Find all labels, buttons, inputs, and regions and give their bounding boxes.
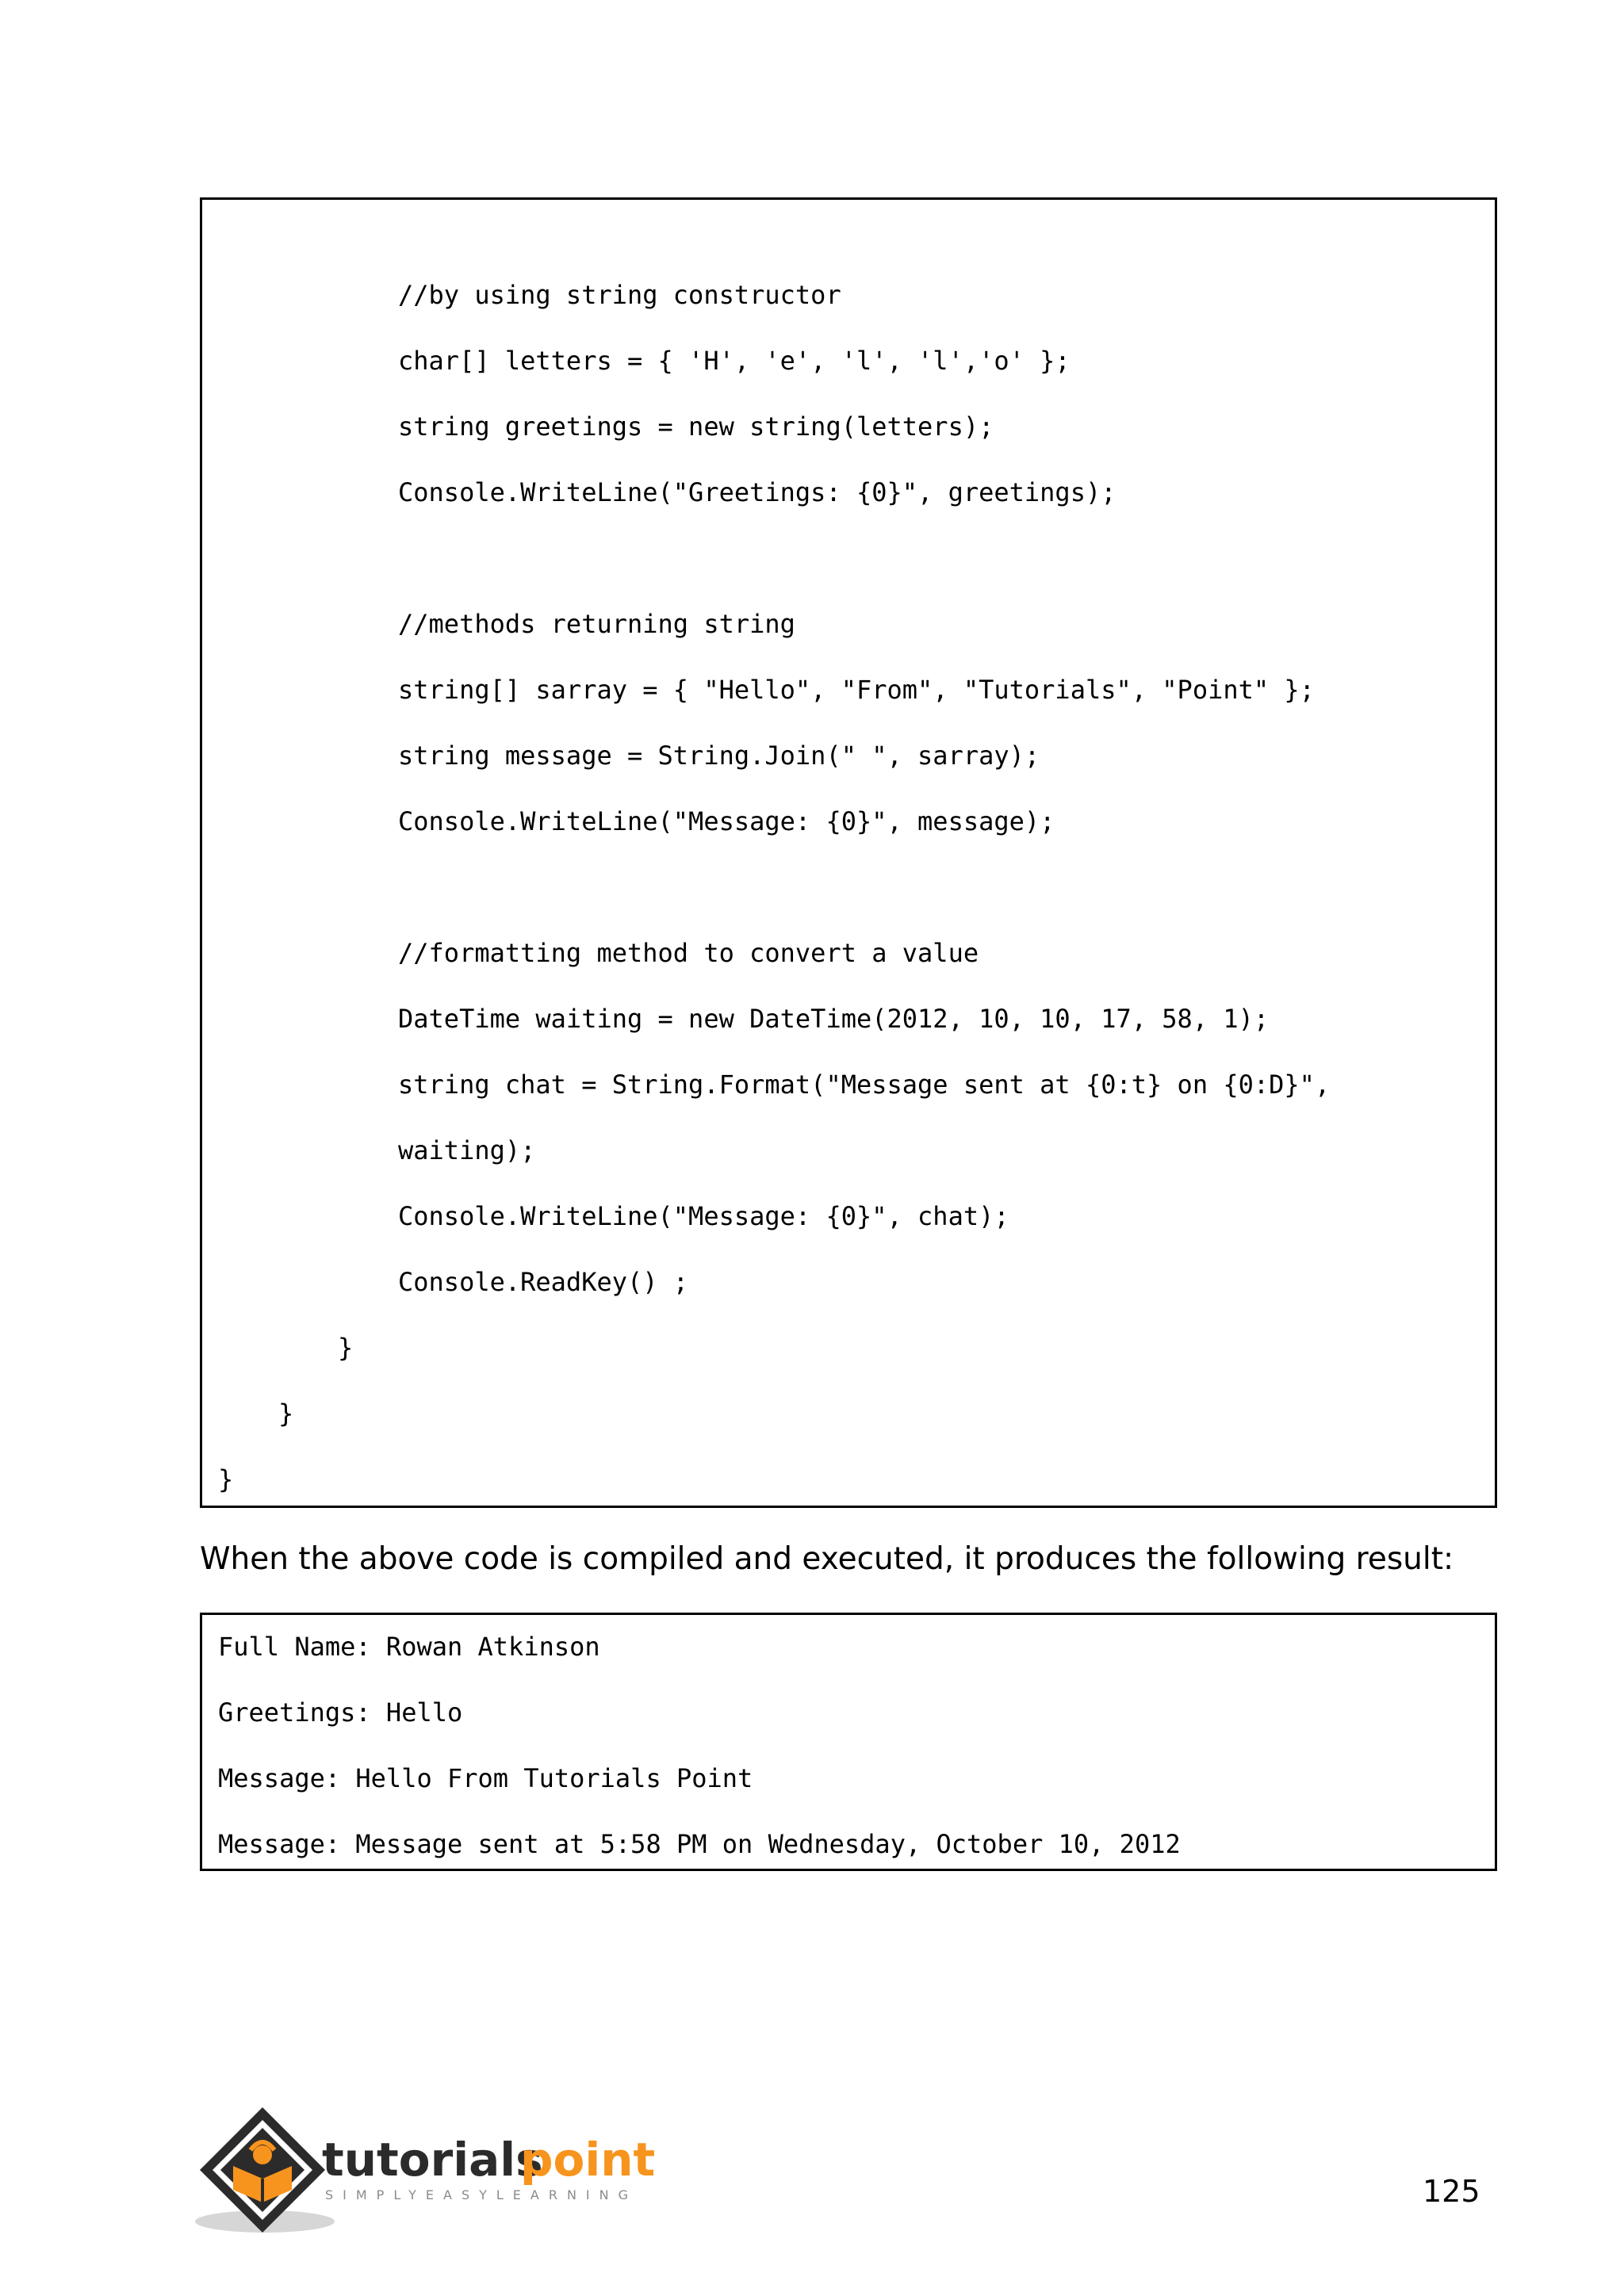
page-number: 125: [1423, 2174, 1480, 2209]
code-line: waiting);: [398, 1135, 536, 1165]
code-line: string greetings = new string(letters);: [398, 411, 994, 442]
result-intro-text: When the above code is compiled and executed, it produces the following result:: [200, 1541, 1454, 1577]
logo-name-part1: tutorials: [322, 2133, 543, 2187]
logo-name-part2: point: [520, 2133, 655, 2187]
code-line: string chat = String.Format("Message sent at {0:t} on {0:D}",: [398, 1070, 1331, 1100]
code-line: }: [338, 1333, 354, 1363]
code-line: }: [218, 1464, 234, 1494]
code-line: //formatting method to convert a value: [398, 938, 979, 968]
code-line: Console.ReadKey() ;: [398, 1267, 689, 1297]
output-listing-box: [200, 1613, 1497, 1871]
output-line: Message: Hello From Tutorials Point: [218, 1763, 753, 1793]
code-line: DateTime waiting = new DateTime(2012, 10, 10, 17, 58, 1);: [398, 1004, 1270, 1034]
code-line: //by using string constructor: [398, 280, 841, 310]
code-line: string[] sarray = { "Hello", "From", "Tutorials", "Point" };: [398, 675, 1315, 705]
code-line: }: [278, 1399, 294, 1429]
tutorialspoint-logo: [195, 2103, 655, 2237]
code-line: //methods returning string: [398, 609, 795, 639]
code-line: Console.WriteLine("Message: {0}", message);: [398, 806, 1055, 836]
code-line: Console.WriteLine("Message: {0}", chat);: [398, 1201, 1009, 1231]
output-line: Greetings: Hello: [218, 1697, 463, 1728]
code-listing-box: [200, 197, 1497, 1508]
output-line: Full Name: Rowan Atkinson: [218, 1632, 600, 1662]
code-line: char[] letters = { 'H', 'e', 'l', 'l','o' };: [398, 346, 1071, 376]
logo-tagline: SIMPLYEASYLEARNING: [325, 2187, 638, 2202]
code-line: Console.WriteLine("Greetings: {0}", greetings);: [398, 477, 1116, 507]
output-line: Message: Message sent at 5:58 PM on Wednesday, October 10, 2012: [218, 1829, 1181, 1859]
code-line: string message = String.Join(" ", sarray);: [398, 740, 1040, 771]
